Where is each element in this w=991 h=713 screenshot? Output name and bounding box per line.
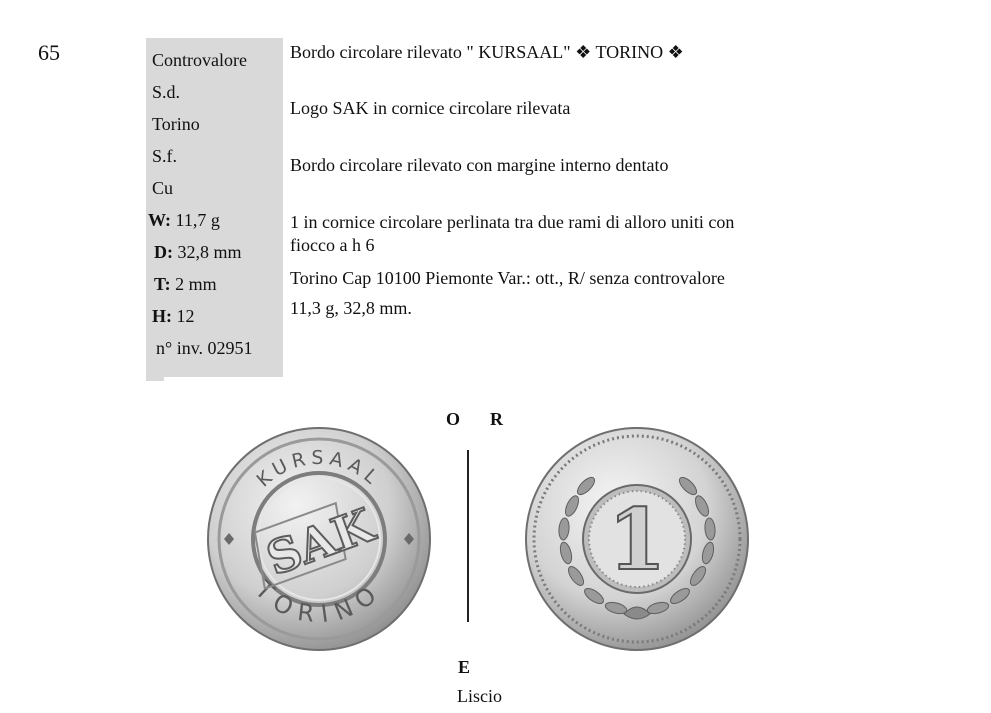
metadata-panel-tail (146, 377, 164, 381)
edge-label: E (458, 657, 471, 677)
weight-value: 11,7 g (175, 210, 220, 230)
reverse-border-description: Bordo circolare rilevato con margine interno dentato (290, 155, 669, 175)
reverse-coin-image (524, 426, 750, 652)
obverse-top-legend: KURSAAL (252, 446, 386, 492)
diameter-label: D: (154, 242, 173, 262)
obverse-center-description: Logo SAK in cornice circolare rilevata (290, 98, 571, 118)
reverse-value: 1 (607, 490, 667, 589)
obverse-label: O (446, 409, 461, 429)
entry-number: 65 (38, 40, 60, 65)
reverse-label: R (490, 409, 503, 429)
thickness-label: T: (154, 274, 171, 294)
svg-text:SAK: SAK (259, 497, 381, 586)
meta-place: Torino (152, 114, 200, 134)
notes-line2: 11,3 g, 32,8 mm. (290, 298, 412, 318)
edge-value: Liscio (457, 686, 502, 706)
notes-line1: Torino Cap 10100 Piemonte Var.: ott., R/ senza controvalore (290, 268, 725, 288)
meta-diameter (154, 242, 242, 263)
weight-label: W: (148, 210, 172, 230)
coin-divider-line (467, 450, 469, 622)
meta-inventory: n° inv. 02951 (156, 338, 253, 358)
meta-metal: Cu (152, 178, 174, 198)
obverse-coin-image (206, 426, 432, 652)
reverse-center-description-line1: 1 in cornice circolare perlinata tra due rami di alloro uniti con (290, 212, 735, 232)
obverse-border-description: Bordo circolare rilevato " KURSAAL" ❖ TORINO ❖ (290, 42, 684, 62)
reverse-center-description-line2: fiocco a h 6 (290, 235, 375, 255)
axis-value: 12 (176, 306, 195, 326)
obverse-bottom-legend: TORINO (249, 575, 389, 629)
meta-issuer: S.f. (152, 146, 178, 166)
meta-axis (152, 306, 195, 327)
axis-label: H: (152, 306, 172, 326)
thickness-value: 2 mm (175, 274, 217, 294)
meta-type: Controvalore (152, 50, 247, 70)
diameter-value: 32,8 mm (177, 242, 242, 262)
meta-weight (148, 210, 220, 231)
meta-thickness (154, 274, 217, 295)
meta-date: S.d. (152, 82, 181, 102)
metadata-panel (146, 38, 283, 377)
